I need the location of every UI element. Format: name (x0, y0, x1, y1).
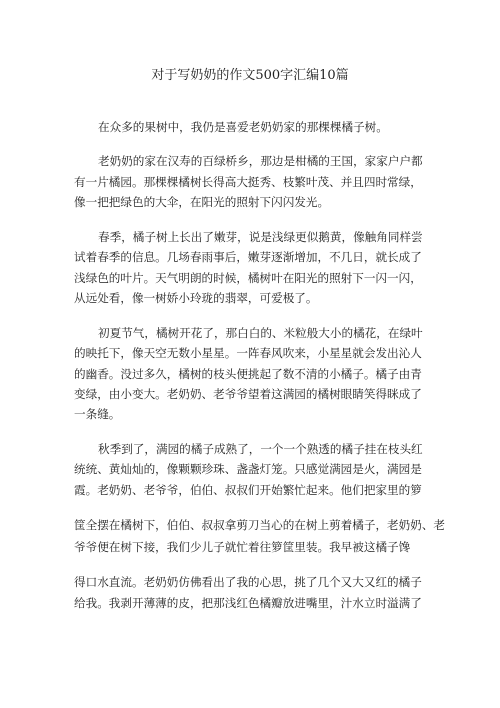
page-title: 对于写奶奶的作文500字汇编10篇 (151, 68, 349, 83)
text-line: 给我。我剥开薄薄的皮，把那浅红色橘瓣放进嘴里，汁水立时溢满了 (74, 596, 422, 610)
text-line: 得口水直流。老奶奶仿佛看出了我的心思，挑了几个又大又红的橘子 (74, 575, 422, 589)
text-line: 变绿，由小变大。老奶奶、老爷爷望着这满园的橘树眼睛笑得眯成了 (74, 387, 422, 401)
text-line: 试着春季的信息。几场春雨事后，嫩芽逐渐增加，不几日，就长成了 (74, 250, 422, 264)
text-line: 春季，橘子树上长出了嫩芽，说是浅绿更似鹅黄，像触角同样尝 (98, 230, 423, 244)
text-line: 老奶奶的家在汉寿的百绿桥乡，那边是柑橘的王国，家家户户都 (98, 154, 423, 168)
text-line: 从远处看，像一树娇小玲珑的翡翠，可爱极了。 (74, 291, 318, 305)
text-line: 的幽香。没过多久，橘树的枝头便挑起了数不清的小橘子。橘子由青 (74, 367, 422, 381)
text-line: 有一片橘园。那棵棵橘树长得高大挺秀、枝繁叶茂、并且四时常绿， (74, 175, 422, 189)
text-line: 爷爷便在树下接，我们少儿子就忙着往箩筐里装。我早被这橘子馋 (74, 540, 411, 554)
text-line: 浅绿色的叶片。天气明朗的时候，橘树叶在阳光的照射下一闪一闪， (74, 271, 422, 285)
text-line: 初夏节气，橘树开花了，那白白的、米粒般大小的橘花，在绿叶 (98, 326, 423, 340)
text-line: 筐全摆在橘树下，伯伯、叔叔拿剪刀当心的在树上剪着橘子，老奶奶、老 (74, 518, 446, 532)
text-line: 霞。老奶奶、老爷爷，伯伯、叔叔们开始繁忙起来。他们把家里的箩 (74, 483, 422, 497)
text-line: 像一把把绿色的大伞，在阳光的照射下闪闪发光。 (74, 195, 330, 209)
text-line: 一条缝。 (74, 407, 121, 421)
text-line: 的映托下，像天空无数小星星。一阵春风吹来，小星星就会发出沁人 (74, 346, 422, 360)
text-line: 统统、黄灿灿的，像颗颗珍珠、盏盏灯笼。只感觉满园是火，满园是 (74, 462, 422, 476)
text-line: 秋季到了，满园的橘子成熟了，一个一个熟透的橘子挂在枝头红 (98, 442, 423, 456)
text-line: 在众多的果树中，我仍是喜爱老奶奶家的那棵棵橘子树。 (98, 120, 388, 134)
